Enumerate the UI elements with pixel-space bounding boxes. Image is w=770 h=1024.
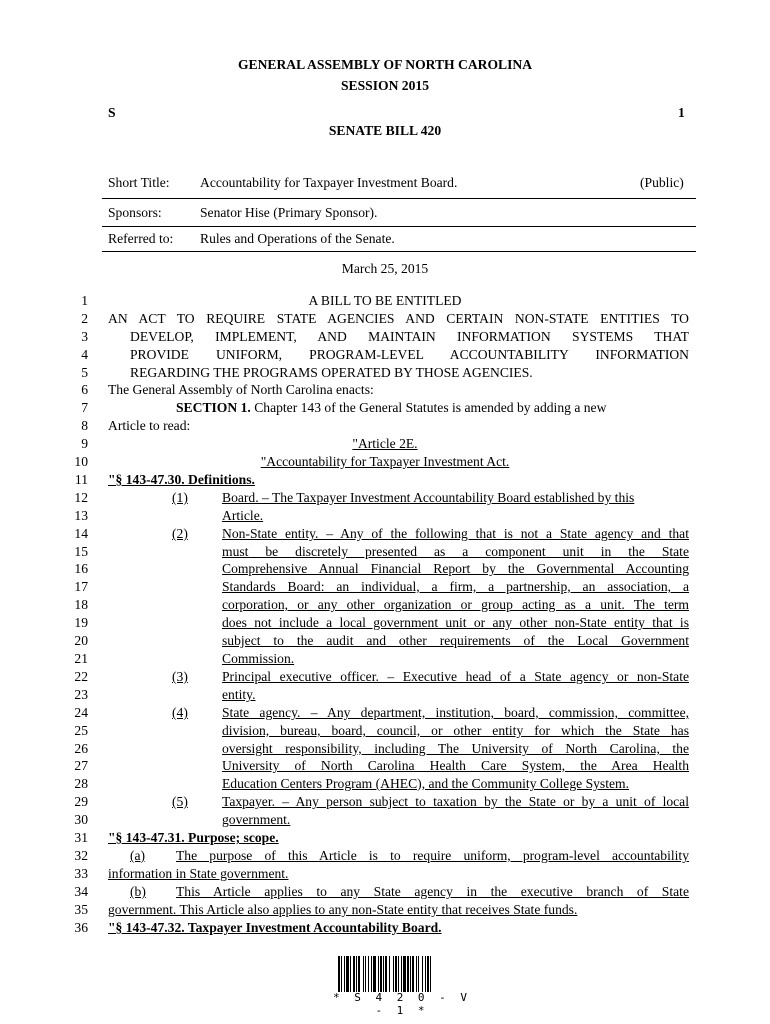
section-1-line — [176, 400, 689, 416]
definition-line: must be discretely presented as a component unit in the State — [222, 544, 689, 559]
section-heading-purpose: "§ 143-47.31. Purpose; scope. — [108, 830, 279, 845]
line-number: 29 — [74, 794, 88, 809]
definition-line: State agency. – Any department, institution, board, commission, committee, — [222, 705, 689, 720]
line-number: 26 — [74, 741, 88, 756]
line-number: 18 — [74, 597, 88, 612]
barcode-text: * S 4 2 0 - V - 1 * — [332, 991, 472, 1017]
purpose-line: The purpose of this Article is to require uniform, program-level accountability — [176, 848, 689, 863]
line-number: 17 — [74, 579, 88, 594]
line-number: 15 — [74, 544, 88, 559]
line-number: 21 — [74, 651, 88, 666]
line-number: 19 — [74, 615, 88, 630]
line-number: 10 — [74, 454, 88, 469]
line-number: 8 — [81, 418, 88, 433]
definition-line: Commission. — [222, 651, 295, 666]
barcode-bar — [412, 956, 414, 992]
barcode-bar — [363, 956, 364, 992]
subsection-label: (a) — [130, 848, 146, 863]
barcode-bar — [398, 956, 399, 992]
section-1-label: SECTION 1. — [176, 400, 251, 415]
definition-line: Article. — [222, 508, 264, 523]
definition-number: (1) — [172, 490, 188, 505]
definition-number: (2) — [172, 526, 188, 541]
definition-number: (5) — [172, 794, 188, 809]
assembly-title: GENERAL ASSEMBLY OF NORTH CAROLINA — [237, 57, 533, 72]
bill-status: (Public) — [640, 175, 684, 190]
barcode-bar — [373, 956, 376, 992]
act-title-line: PROVIDE UNIFORM, PROGRAM-LEVEL ACCOUNTABILITY INFORMATION — [130, 347, 689, 362]
section-heading-board: "§ 143-47.32. Taxpayer Investment Accountability Board. — [108, 920, 442, 935]
barcode-bar — [410, 956, 411, 992]
divider — [102, 198, 696, 199]
definition-number: (4) — [172, 705, 188, 720]
chamber-letter: S — [108, 105, 116, 120]
definition-line: Board. – The Taxpayer Investment Accountability Board established by this — [222, 490, 635, 505]
definition-line: Taxpayer. – Any person subject to taxation by the State or by a unit of local — [222, 794, 689, 809]
barcode — [338, 956, 466, 992]
barcode-bar — [358, 956, 360, 992]
definition-line: Education Centers Program (AHEC), and the Community College System. — [222, 776, 629, 791]
line-number: 9 — [81, 436, 88, 451]
definition-number: (3) — [172, 669, 188, 684]
definition-line: entity. — [222, 687, 256, 702]
line-number: 31 — [74, 830, 88, 845]
barcode-bar — [430, 956, 431, 992]
barcode-bar — [418, 956, 419, 992]
divider — [102, 226, 696, 227]
referred-value: Rules and Operations of the Senate. — [200, 231, 395, 246]
section-heading-definitions: "§ 143-47.30. Definitions. — [108, 472, 255, 487]
line-number: 34 — [74, 884, 88, 899]
line-number: 14 — [74, 526, 88, 541]
barcode-bar — [425, 956, 426, 992]
body-line: Article to read: — [108, 418, 191, 433]
barcode-bar — [380, 956, 382, 992]
line-number: 23 — [74, 687, 88, 702]
barcode-bar — [344, 956, 345, 992]
barcode-bar — [350, 956, 351, 992]
definition-line: Standards Board: an individual, a firm, a partnership, an association, a — [222, 579, 689, 594]
barcode-bar — [371, 956, 372, 992]
line-number: 16 — [74, 561, 88, 576]
enacting-clause: The General Assembly of North Carolina enacts: — [108, 382, 374, 397]
line-number: 11 — [74, 472, 88, 487]
definition-line: Non-State entity. – Any of the following that is not a State agency and that — [222, 526, 689, 541]
act-title-line: AN ACT TO REQUIRE STATE AGENCIES AND CERTAIN NON-STATE ENTITIES TO — [108, 311, 689, 326]
sponsors-value: Senator Hise (Primary Sponsor). — [200, 205, 378, 220]
divider — [102, 251, 696, 252]
barcode-bar — [395, 956, 397, 992]
barcode-bar — [403, 956, 406, 992]
line-number: 33 — [74, 866, 88, 881]
barcode-bar — [338, 956, 340, 992]
barcode-bar — [368, 956, 369, 992]
line-number: 6 — [81, 382, 88, 397]
line-number: 25 — [74, 723, 88, 738]
short-title-label: Short Title: — [108, 175, 170, 190]
line-number: 1 — [81, 293, 88, 308]
act-title-line: DEVELOP, IMPLEMENT, AND MAINTAIN INFORMATION SYSTEMS THAT — [130, 329, 689, 344]
line-number: 28 — [74, 776, 88, 791]
barcode-bar — [353, 956, 355, 992]
section-1-text: Chapter 143 of the General Statutes is amended by adding a new — [254, 400, 607, 415]
purpose-line: information in State government. — [108, 866, 289, 881]
barcode-bar — [365, 956, 366, 992]
definition-line: subject to the audit and other requirements of the Local Government — [222, 633, 689, 648]
barcode-bar — [422, 956, 423, 992]
barcode-bar — [393, 956, 394, 992]
definition-line: University of North Carolina Health Care System, the Area Health — [222, 758, 689, 773]
definition-line: corporation, or any other organization or group acting as a unit. The term — [222, 597, 689, 612]
edition-number: 1 — [678, 105, 685, 120]
line-number: 22 — [74, 669, 88, 684]
definition-line: does not include a local government unit or any other non-State entity that is — [222, 615, 689, 630]
article-number: "Article 2E. — [352, 436, 418, 451]
short-title-value: Accountability for Taxpayer Investment Board. — [200, 175, 458, 190]
sponsors-label: Sponsors: — [108, 205, 162, 220]
line-number: 5 — [81, 365, 88, 380]
line-number: 2 — [81, 311, 88, 326]
barcode-bar — [401, 956, 402, 992]
barcode-bar — [356, 956, 357, 992]
barcode-bar — [346, 956, 349, 992]
line-number: 36 — [74, 920, 88, 935]
scope-line: This Article applies to any State agency in the executive branch of State — [176, 884, 689, 899]
line-number: 27 — [74, 758, 88, 773]
line-number: 35 — [74, 902, 88, 917]
barcode-bar — [385, 956, 387, 992]
scope-line: government. This Article also applies to any non-State entity that receives State funds. — [108, 902, 578, 917]
bill-title: SENATE BILL 420 — [328, 123, 442, 138]
act-title-line: REGARDING THE PROGRAMS OPERATED BY THOSE AGENCIES. — [130, 365, 533, 380]
definition-line: government. — [222, 812, 291, 827]
line-number: 7 — [81, 400, 88, 415]
barcode-bar — [407, 956, 409, 992]
article-title: "Accountability for Taxpayer Investment Act. — [260, 454, 510, 469]
subsection-label: (b) — [130, 884, 146, 899]
line-number: 20 — [74, 633, 88, 648]
barcode-bar — [389, 956, 390, 992]
line-number: 13 — [74, 508, 88, 523]
definition-line: Comprehensive Annual Financial Report by the Governmental Accounting — [222, 561, 689, 576]
barcode-bar — [427, 956, 429, 992]
barcode-bar — [416, 956, 417, 992]
line-number: 30 — [74, 812, 88, 827]
definition-line: Principal executive officer. – Executive head of a State agency or non-State — [222, 669, 689, 684]
session-title: SESSION 2015 — [340, 78, 429, 93]
barcode-bar — [341, 956, 342, 992]
line-number: 32 — [74, 848, 88, 863]
filed-date: March 25, 2015 — [341, 261, 429, 276]
barcode-bar — [383, 956, 384, 992]
line-number: 4 — [81, 347, 88, 362]
referred-label: Referred to: — [108, 231, 174, 246]
bill-entitled-heading: A BILL TO BE ENTITLED — [308, 293, 462, 308]
line-number: 3 — [81, 329, 88, 344]
barcode-bar — [378, 956, 379, 992]
definition-line: division, bureau, board, council, or other entity for which the State has — [222, 723, 689, 738]
line-number: 24 — [74, 705, 88, 720]
definition-line: oversight responsibility, including The University of North Carolina, the — [222, 741, 689, 756]
line-number: 12 — [74, 490, 88, 505]
